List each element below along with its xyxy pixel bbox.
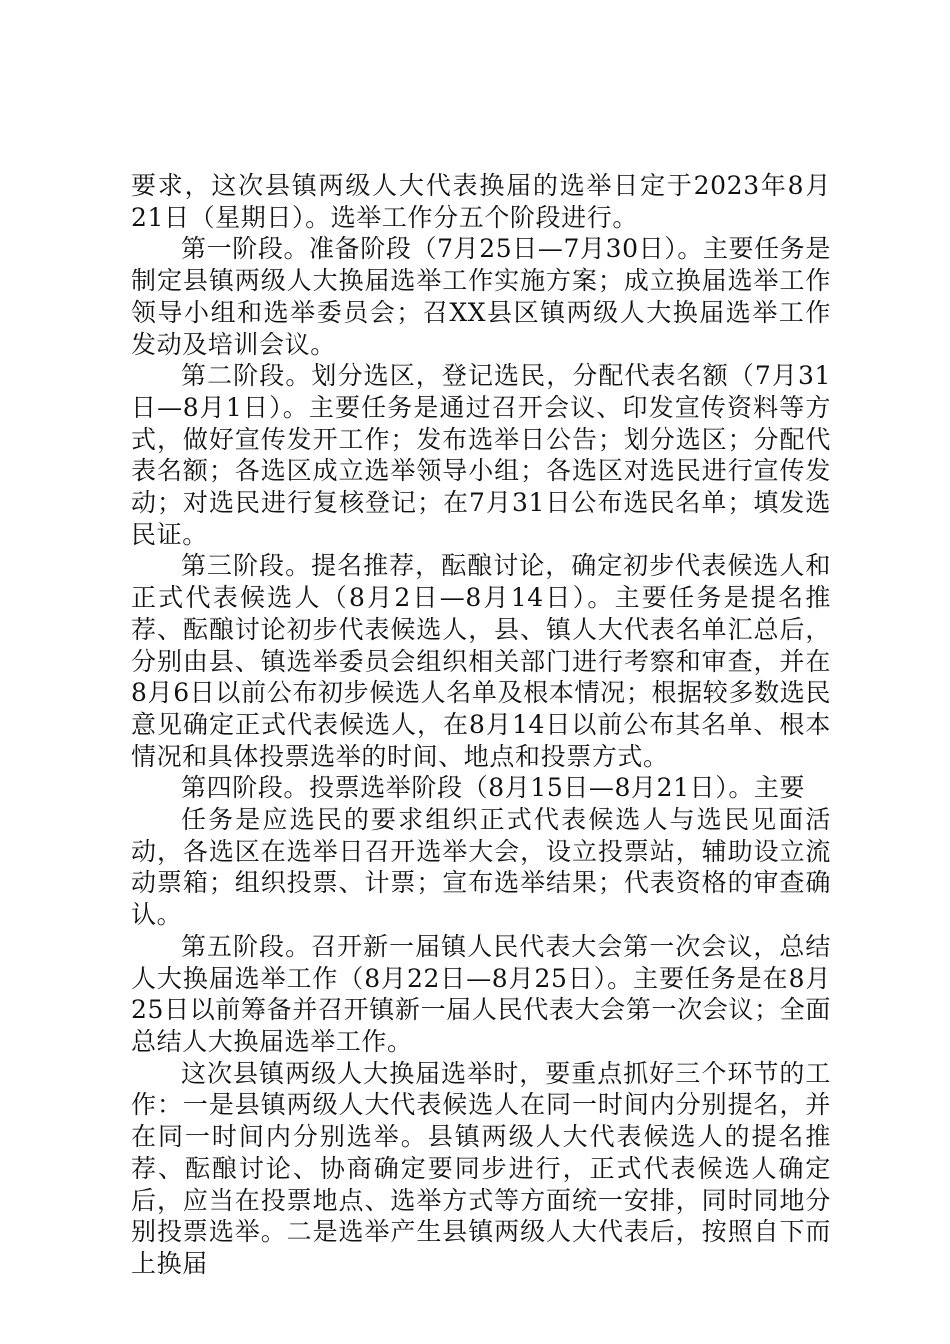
paragraph-phase-five: 第五阶段。召开新一届镇人民代表大会第一次会议，总结人大换届选举工作（8月22日—8月25日）。主要任务是在8月25日以前筹备并召开镇新一届人民代表大会第一次会议；全面总结人大换届选举工作。 — [131, 931, 831, 1056]
paragraph-phase-four-heading: 第四阶段。投票选举阶段（8月15日—8月21日）。主要 — [181, 773, 806, 803]
paragraph-election-date: 要求，这次县镇两级人大代表换届的选举日定于2023年8月21日（星期日）。选举工作分五个阶段进行。 — [131, 171, 831, 232]
paragraph-phase-three: 第三阶段。提名推荐，酝酿讨论，确定初步代表候选人和正式代表候选人（8月2日—8月14日）。主要任务是提名推荐、酝酿讨论初步代表候选人，县、镇人大代表名单汇总后，分别由县、镇选举委员会组织相关部门进行考察和审查，并在8月6日以前公布初步候选人名单及根本情况；根据较多数选民意见确定正式代表候选人，在8月14日以前公布其名单、根本情况和具体投票选举的时间、地点和投票方式。 — [131, 551, 831, 771]
paragraph-phase-two: 第二阶段。划分选区，登记选民，分配代表名额（7月31日—8月1日）。主要任务是通过召开会议、印发宣传资料等方式，做好宣传发开工作；发布选举日公告；划分选区；分配代表名额；各选区成立选举领导小组；各选区对选民进行宣传发动；对选民进行复核登记；在7月31日公布选民名单；填发选民证。 — [131, 361, 831, 549]
paragraph-phase-four-tasks: 任务是应选民的要求组织正式代表候选人与选民见面活动，各选区在选举日召开选举大会，设立投票站，辅助设立流动票箱；组织投票、计票；宣布选举结果；代表资格的审查确认。 — [131, 805, 831, 930]
document-body — [131, 170, 831, 1280]
paragraph-three-key-links: 这次县镇两级人大换届选举时，要重点抓好三个环节的工作：一是县镇两级人大代表候选人在同一时间内分别提名，并在同一时间内分别选举。县镇两级人大代表候选人的提名推荐、酝酿讨论、协商确定要同步进行，正式代表候选人确定后，应当在投票地点、选举方式等方面统一安排，同时同地分别投票选举。二是选举产生县镇两级人大代表后，按照自下而上换届 — [131, 1058, 831, 1278]
paragraph-phase-one: 第一阶段。准备阶段（7月25日—7月30日）。主要任务是制定县镇两级人大换届选举工作实施方案；成立换届选举工作领导小组和选举委员会；召XX县区镇两级人大换届选举工作发动及培训会议。 — [131, 234, 831, 359]
